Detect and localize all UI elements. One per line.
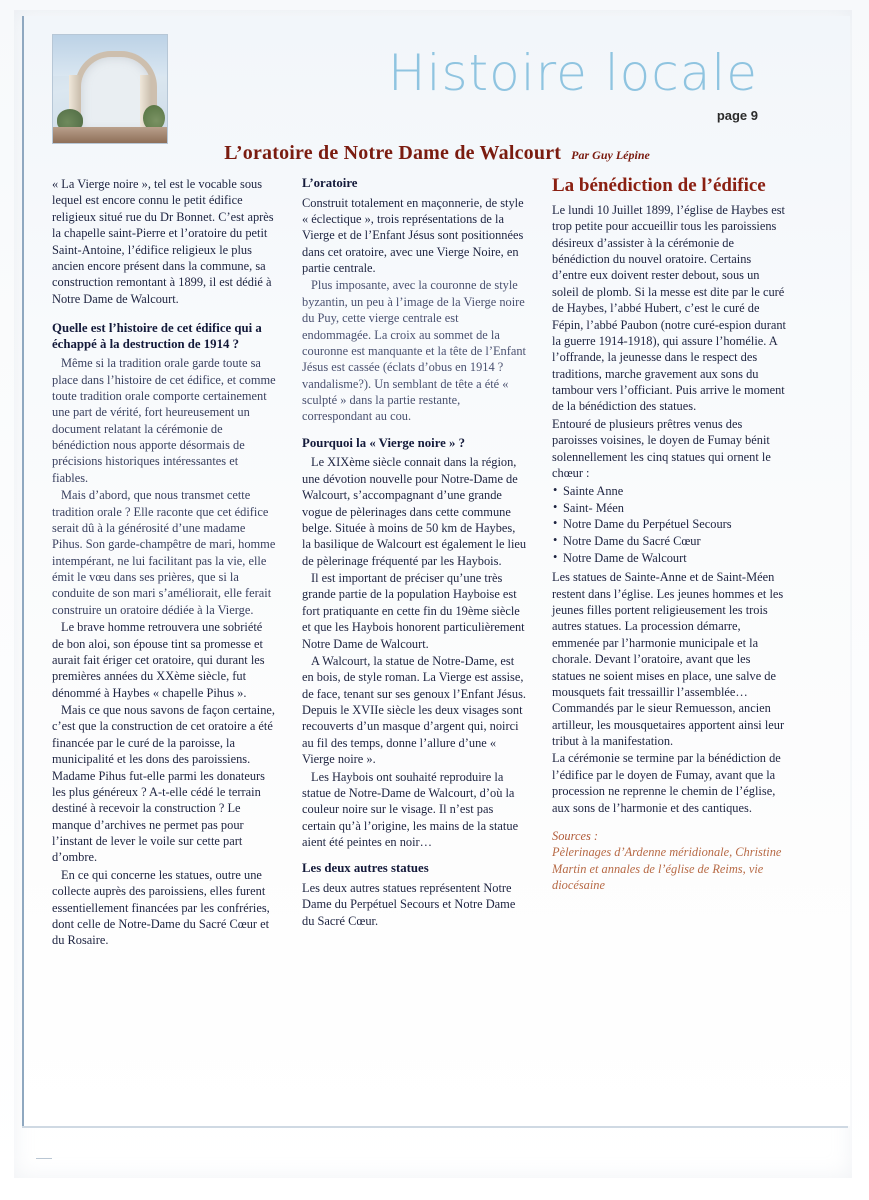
article-title: L’oratoire de Notre Dame de Walcourt (224, 142, 562, 164)
paragraph: Il est important de préciser qu’une très grande partie de la population Hayboise est fort pratiquante en cette fin du 19ème siècle et que les Haybois honorent particulièrement Notre Dame de Walcourt. (302, 571, 525, 651)
sources-label: Sources : (552, 828, 598, 843)
paragraph: Mais ce que nous savons de façon certaine, c’est que la construction de cet oratoire a été financée par le curé de la paroisse, la municipalité et les dons des paroissiens. Madame Pihus fut-elle parmi les donateurs les plus généreux ? A-t-elle cédé le terrain destiné à recevoir la construction ? Le manque d’archives ne permet pas pour l’instant de lever le voile sur cette part d’ombre. (52, 703, 276, 865)
paragraph: Les deux autres statues représentent Notre Dame du Perpétuel Secours et Notre Dame du Sacré Cœur. (302, 881, 516, 928)
column-3 (552, 176, 787, 893)
paragraph: Mais d’abord, que nous transmet cette tradition orale ? Elle raconte que cet édifice serait dû à la générosité d’une madame Pihus. Son garde-champêtre de mari, homme intempérant, ne lui facilitant pas la vie, elle émit le vœu dans ses prières, que si la conduite de son mari s’améliorait, elle ferait construire un oratoire dédiée à la Vierge. (52, 488, 276, 617)
statues-list (552, 483, 787, 566)
oratoire-photo (52, 34, 168, 144)
column-2 (302, 176, 527, 930)
paragraph: Plus imposante, avec la couronne de style byzantin, un peu à l’image de la Vierge noire du Puy, cette vierge centrale est endommagée. La croix au sommet de la couronne est manquante et la tête de l’Enfant Jésus est cassée (éclats d’obus en 1914 ? vandalisme?). Un semblant de tête a été « sculpté » dans la partie restante, correspondant au cou. (302, 278, 526, 424)
page-sheet (22, 16, 850, 1126)
paragraph: En ce qui concerne les statues, outre une collecte auprès des paroissiens, elles furent essentiellement financées par les confréries, dont celle de Notre-Dame du Sacré Cœur et du Rosaire. (52, 867, 270, 948)
paragraph: Le brave homme retrouvera une sobriété de bon aloi, son épouse tint sa promesse et aurait fait ériger cet oratoire, qui durant les premières années du XXème siècle, fut dénommé à Haybes « chapelle Pihus ». (52, 620, 265, 700)
paragraph: A Walcourt, la statue de Notre-Dame, est en bois, de style roman. La Vierge est assise, de face, tenant sur ses genoux l’Enfant Jésus. Depuis le XVIIe siècle les deux visages sont recouverts d’un masque d’argent qui, noirci au fil des temps, donne l’allure d’une « Vierge noire ». (302, 653, 526, 767)
masthead (24, 16, 850, 134)
photo-ground (53, 127, 167, 143)
article-body (52, 176, 822, 1096)
column-1 (52, 176, 277, 950)
paragraph: « La Vierge noire », tel est le vocable sous lequel est encore connu le petit édifice religieux situé rue du Dr Bonnet. C’est après la chapelle saint-Pierre et l’oratoire du petit Saint-Antoine, l’édifice religieux le plus ancien encore présent dans la commune, sa construction remontant à 1899, il est dédié à Notre Dame de Walcourt. (52, 177, 274, 306)
list-item: • Notre Dame du Perpétuel Secours (552, 516, 787, 533)
sidebar-heading: La bénédiction de l’édifice (552, 175, 766, 196)
sources-text: Pèlerinages d’Ardenne méridionale, Christine Martin et annales de l’église de Reims, vie diocésaine (552, 845, 782, 893)
page-bottom-edge (22, 1126, 848, 1128)
section-heading: Les deux autres statues (302, 861, 429, 876)
paragraph: Les statues de Sainte-Anne et de Saint-Méen restent dans l’église. Les jeunes hommes et les jeunes filles portent religieusement les trois autres statues. La procession démarre, emmenée par l’harmonie municipale et la chorale. Devant l’oratoire, avant que les statues ne soient mises en place, une salve de mousquets fait tressaillir l’assemblée… Commandés par le sieur Remuesson, ancien artilleur, les mousquetaires apportent ainsi leur tribut à la manifestation. (552, 570, 785, 749)
masthead-title: Histoire locale (387, 44, 758, 102)
paragraph: Le lundi 10 Juillet 1899, l’église de Haybes est trop petite pour accueillir tous les paroissiens désireux d’assister à la cérémonie de bénédiction du nouvel oratoire. Certains d’entre eux doivent rester debout, sous un soleil de plomb. Si la messe est dite par le curé de Haybes, l’abbé Hubert, c’est le curé de Fépin, l’abbé Paubon (notre curé-espion durant la guerre 1914-1918), qui assure l’homélie. A l’offrande, la jeunesse dans le respect des traditions, marche gravement aux sons du tambour vers l’officiant. Puis arrive le moment de la bénédiction des statues. (552, 202, 786, 414)
scan-corner-mark (36, 1158, 52, 1159)
list-item: • Sainte Anne (552, 483, 787, 500)
list-item: • Saint- Méen (552, 500, 787, 517)
paragraph: Construit totalement en maçonnerie, de style « éclectique », trois représentations de la Vierge et de l’Enfant Jésus sont positionnées dans cet oratoire, avec une Vierge Noire, en partie centrale. (302, 195, 524, 276)
section-heading: Quelle est l’histoire de cet édifice qui a échappé à la destruction de 1914 ? (52, 321, 262, 351)
list-item: • Notre Dame de Walcourt (552, 550, 787, 567)
paragraph: Même si la tradition orale garde toute sa place dans l’histoire de cet édifice, et comme toute tradition orale comporte certainement une part de vérité, fort heureusement un document relatant la cérémonie de bénédiction nous apporte désormais de précisions historiques intéressantes et fiables. (52, 356, 276, 485)
article-byline: Par Guy Lépine (571, 148, 650, 162)
paragraph: La cérémonie se termine par la bénédiction de l’édifice par le doyen de Fumay, avant que la procession ne reprenne le chemin de l’église, aux sons de l’harmonie et des cantiques. (552, 751, 781, 815)
page-number: page 9 (716, 108, 758, 123)
article-header (24, 142, 850, 165)
section-heading: L’oratoire (302, 176, 358, 190)
list-item: • Notre Dame du Sacré Cœur (552, 533, 787, 550)
paragraph: Entouré de plusieurs prêtres venus des paroisses voisines, le doyen de Fumay bénit solennellement les cinq statues qui ornent le chœur : (552, 416, 771, 480)
paragraph: Le XIXème siècle connait dans la région, une dévotion nouvelle pour Notre-Dame de Walcourt, s’accompagnant d’une grande vogue de pèlerinages dans cette commune belge. Située à moins de 50 km de Haybes, la basilique de Walcourt est également le lieu de pèlerinage fréquenté par les Haybois. (302, 455, 527, 568)
section-heading: Pourquoi la « Vierge noire » ? (302, 435, 466, 450)
paragraph: Les Haybois ont souhaité reproduire la statue de Notre-Dame de Walcourt, d’où la couleur noire sur le visage. Il n’est pas certain qu’à l’origine, les mains de la statue aient été peintes en noir… (302, 769, 519, 850)
